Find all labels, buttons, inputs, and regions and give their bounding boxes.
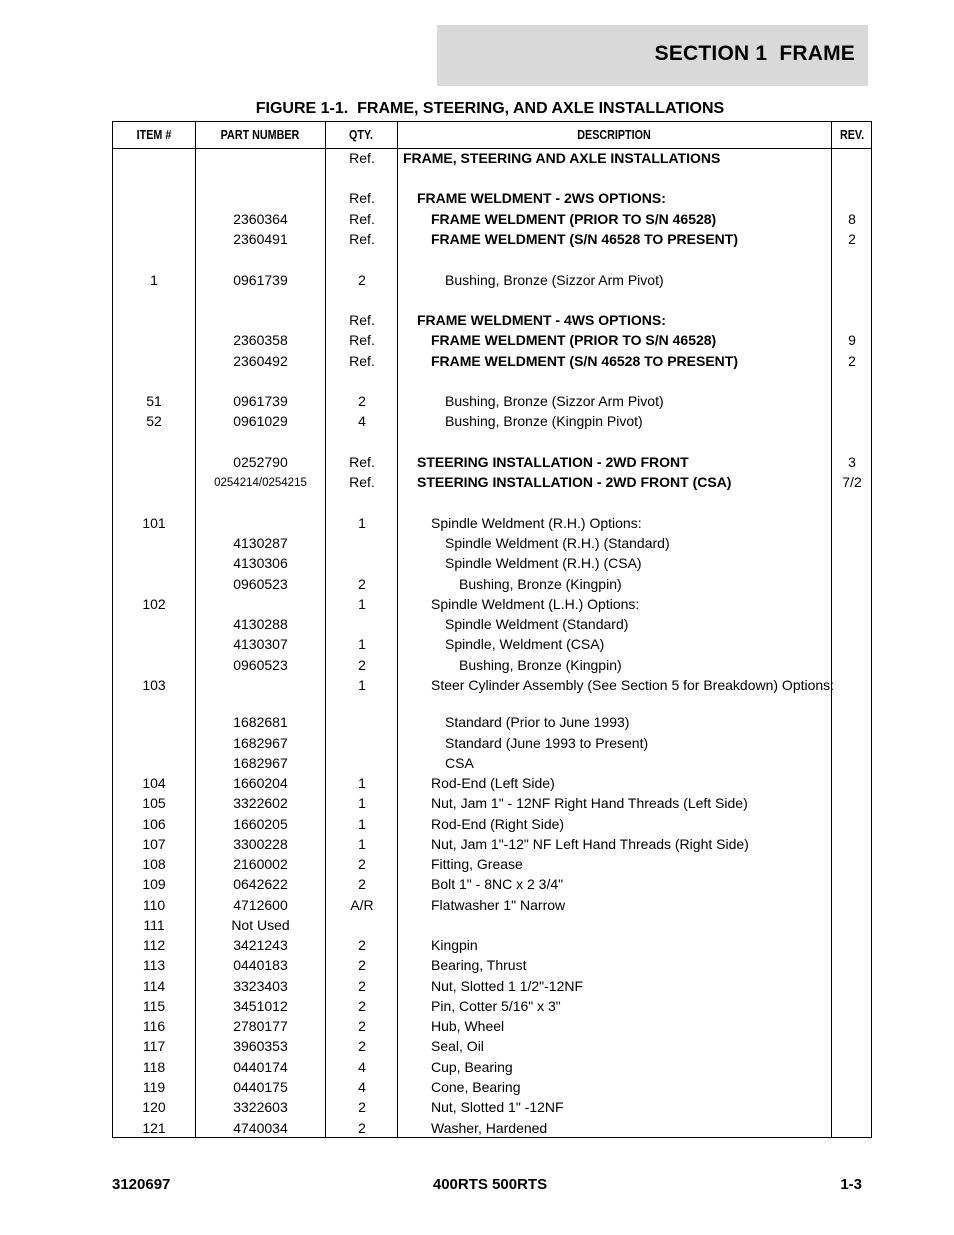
description-cell: Bolt 1" - 8NC x 2 3/4" [431,876,564,892]
qty-cell: 2 [358,856,366,872]
part-number-cell: 0961739 [233,393,288,409]
rev-cell: 2 [848,231,856,247]
qty-cell: Ref. [349,474,375,490]
qty-cell: 1 [358,677,366,693]
header-part-number: PART NUMBER [220,128,300,142]
description-cell: Bushing, Bronze (Kingpin) [459,657,622,673]
item-number-cell: 105 [142,795,166,811]
qty-cell: 1 [358,816,366,832]
part-number-cell: 3323403 [233,978,288,994]
description-cell: Spindle Weldment (R.H.) (Standard) [445,535,670,551]
item-number-cell: 118 [142,1059,166,1075]
description-cell: FRAME WELDMENT (S/N 46528 TO PRESENT) [431,353,739,369]
description-cell: Bearing, Thrust [431,957,527,973]
part-number-cell: 4130288 [233,616,288,632]
rev-cell: 9 [848,332,856,348]
figure-title: FIGURE 1-1. FRAME, STEERING, AND AXLE INSTALLATIONS [255,100,725,117]
qty-cell: 2 [358,1038,366,1054]
qty-cell: 2 [358,1018,366,1034]
part-number-cell: 0642622 [233,876,288,892]
item-number-cell: 111 [143,917,165,933]
qty-cell: 4 [358,1079,366,1095]
part-number-cell: 2360358 [233,332,288,348]
item-number-cell: 102 [142,596,166,612]
qty-cell: 1 [358,775,366,791]
item-number-cell: 103 [142,677,166,693]
part-number-cell: 2360491 [233,231,288,247]
qty-cell: 2 [358,978,366,994]
item-number-cell: 117 [142,1038,166,1054]
item-number-cell: 101 [142,515,166,531]
item-number-cell: 113 [142,957,166,973]
description-cell: FRAME WELDMENT - 4WS OPTIONS: [417,312,666,328]
qty-cell: 2 [358,576,366,592]
qty-cell: 2 [358,1099,366,1115]
description-cell: Nut, Slotted 1 1/2"-12NF [431,978,584,994]
description-cell: Cone, Bearing [431,1079,521,1095]
rev-cell: 2 [848,353,856,369]
header-item: ITEM # [136,128,172,142]
description-cell: Bushing, Bronze (Sizzor Arm Pivot) [445,272,664,288]
description-cell: Kingpin [431,937,478,953]
qty-cell: Ref. [349,231,375,247]
item-number-cell: 112 [142,937,166,953]
description-cell: Spindle Weldment (L.H.) Options: [431,596,640,612]
description-cell: Hub, Wheel [431,1018,505,1034]
qty-cell: 1 [358,515,366,531]
part-number-cell: 3322603 [233,1099,288,1115]
description-cell: Steer Cylinder Assembly (See Section 5 for Breakdown) Options: [431,677,835,693]
rev-cell: 7/2 [842,474,862,490]
item-number-cell: 120 [142,1099,166,1115]
description-cell: Standard (June 1993 to Present) [445,735,649,751]
qty-cell: Ref. [349,150,375,166]
header-description: DESCRIPTION [577,128,651,142]
part-number-cell: 4130306 [233,555,288,571]
qty-cell: 1 [358,836,366,852]
part-number-cell: 1660204 [233,775,288,791]
part-number-cell: 1682681 [233,714,288,730]
part-number-cell: 3421243 [233,937,288,953]
description-cell: Rod-End (Left Side) [431,775,555,791]
description-cell: FRAME WELDMENT - 2WS OPTIONS: [417,190,666,206]
qty-cell: Ref. [349,211,375,227]
part-number-cell: 0252790 [233,454,288,470]
part-number-cell: 0440175 [233,1079,288,1095]
item-number-cell: 1 [150,272,158,288]
section-title: SECTION 1 FRAME [654,42,855,65]
part-number-cell: 0440174 [233,1059,288,1075]
qty-cell: 4 [358,1059,366,1075]
part-number-cell: 3300228 [233,836,288,852]
section-banner [437,25,868,86]
description-cell: CSA [445,755,474,771]
part-number-cell: 2160002 [233,856,288,872]
qty-cell: 2 [358,272,366,288]
part-number-cell: 1660205 [233,816,288,832]
part-number-cell: 1682967 [233,735,288,751]
part-number-cell: 3451012 [233,998,288,1014]
item-number-cell: 121 [142,1120,166,1136]
qty-cell: 2 [358,657,366,673]
description-cell: Spindle Weldment (Standard) [445,616,629,632]
part-number-cell: 4130307 [233,636,288,652]
qty-cell: 2 [358,937,366,953]
description-cell: Nut, Slotted 1" -12NF [431,1099,564,1115]
description-cell: Nut, Jam 1" - 12NF Right Hand Threads (Left Side) [431,795,748,811]
description-cell: Nut, Jam 1"-12" NF Left Hand Threads (Right Side) [431,836,749,852]
item-number-cell: 115 [142,998,166,1014]
footer-document-number: 3120697 [112,1176,171,1193]
description-cell: Bushing, Bronze (Kingpin Pivot) [445,413,643,429]
qty-cell: Ref. [349,454,375,470]
header-divider [113,148,871,149]
description-cell: Standard (Prior to June 1993) [445,714,630,730]
part-number-cell: 0254214/0254215 [214,477,307,489]
item-number-cell: 51 [146,393,162,409]
description-cell: Spindle Weldment (R.H.) Options: [431,515,642,531]
part-number-cell: 4130287 [233,535,288,551]
item-number-cell: 109 [142,876,166,892]
qty-cell: Ref. [349,332,375,348]
description-cell: FRAME WELDMENT (PRIOR TO S/N 46528) [431,332,717,348]
header-rev: REV. [839,128,865,142]
parts-table [112,121,872,1138]
qty-cell: 1 [358,596,366,612]
rev-cell: 8 [848,211,856,227]
rev-cell: 3 [848,454,856,470]
part-number-cell: 2360364 [233,211,288,227]
part-number-cell: Not Used [231,917,290,933]
part-number-cell: 2780177 [233,1018,288,1034]
footer-page-number: 1-3 [840,1176,862,1193]
part-number-cell: 0961739 [233,272,288,288]
qty-cell: 1 [358,795,366,811]
description-cell: Spindle Weldment (R.H.) (CSA) [445,555,642,571]
qty-cell: Ref. [349,353,375,369]
item-number-cell: 114 [142,978,166,994]
item-number-cell: 104 [142,775,166,791]
part-number-cell: 0961029 [233,413,288,429]
item-number-cell: 119 [142,1079,166,1095]
item-number-cell: 106 [142,816,166,832]
part-number-cell: 2360492 [233,353,288,369]
description-cell: Cup, Bearing [431,1059,513,1075]
qty-cell: Ref. [349,190,375,206]
description-cell: Bushing, Bronze (Sizzor Arm Pivot) [445,393,664,409]
item-number-cell: 108 [142,856,166,872]
part-number-cell: 0960523 [233,657,288,673]
part-number-cell: 1682967 [233,755,288,771]
header-qty: QTY. [349,128,373,142]
part-number-cell: 3960353 [233,1038,288,1054]
description-cell: Seal, Oil [431,1038,484,1054]
item-number-cell: 52 [146,413,162,429]
qty-cell: 4 [358,413,366,429]
part-number-cell: 0440183 [233,957,288,973]
qty-cell: 2 [358,957,366,973]
description-cell: STEERING INSTALLATION - 2WD FRONT (CSA) [417,474,732,490]
description-cell: Flatwasher 1" Narrow [431,897,566,913]
part-number-cell: 4740034 [233,1120,288,1136]
item-number-cell: 110 [142,897,166,913]
qty-cell: 2 [358,876,366,892]
item-number-cell: 107 [142,836,166,852]
part-number-cell: 3322602 [233,795,288,811]
description-cell: Bushing, Bronze (Kingpin) [459,576,622,592]
qty-cell: 1 [358,636,366,652]
part-number-cell: 4712600 [233,897,288,913]
description-cell: Washer, Hardened [431,1120,548,1136]
part-number-cell: 0960523 [233,576,288,592]
item-number-cell: 116 [142,1018,166,1034]
description-cell: Spindle, Weldment (CSA) [445,636,605,652]
qty-cell: A/R [350,897,374,913]
description-cell: FRAME WELDMENT (S/N 46528 TO PRESENT) [431,231,739,247]
description-cell: Rod-End (Right Side) [431,816,565,832]
qty-cell: Ref. [349,312,375,328]
description-cell: Pin, Cotter 5/16" x 3" [431,998,561,1014]
description-cell: FRAME, STEERING AND AXLE INSTALLATIONS [403,150,721,166]
qty-cell: 2 [358,998,366,1014]
footer-model: 400RTS 500RTS [432,1176,548,1193]
description-cell: FRAME WELDMENT (PRIOR TO S/N 46528) [431,211,717,227]
qty-cell: 2 [358,1120,366,1136]
description-cell: STEERING INSTALLATION - 2WD FRONT [417,454,689,470]
description-cell: Fitting, Grease [431,856,523,872]
qty-cell: 2 [358,393,366,409]
